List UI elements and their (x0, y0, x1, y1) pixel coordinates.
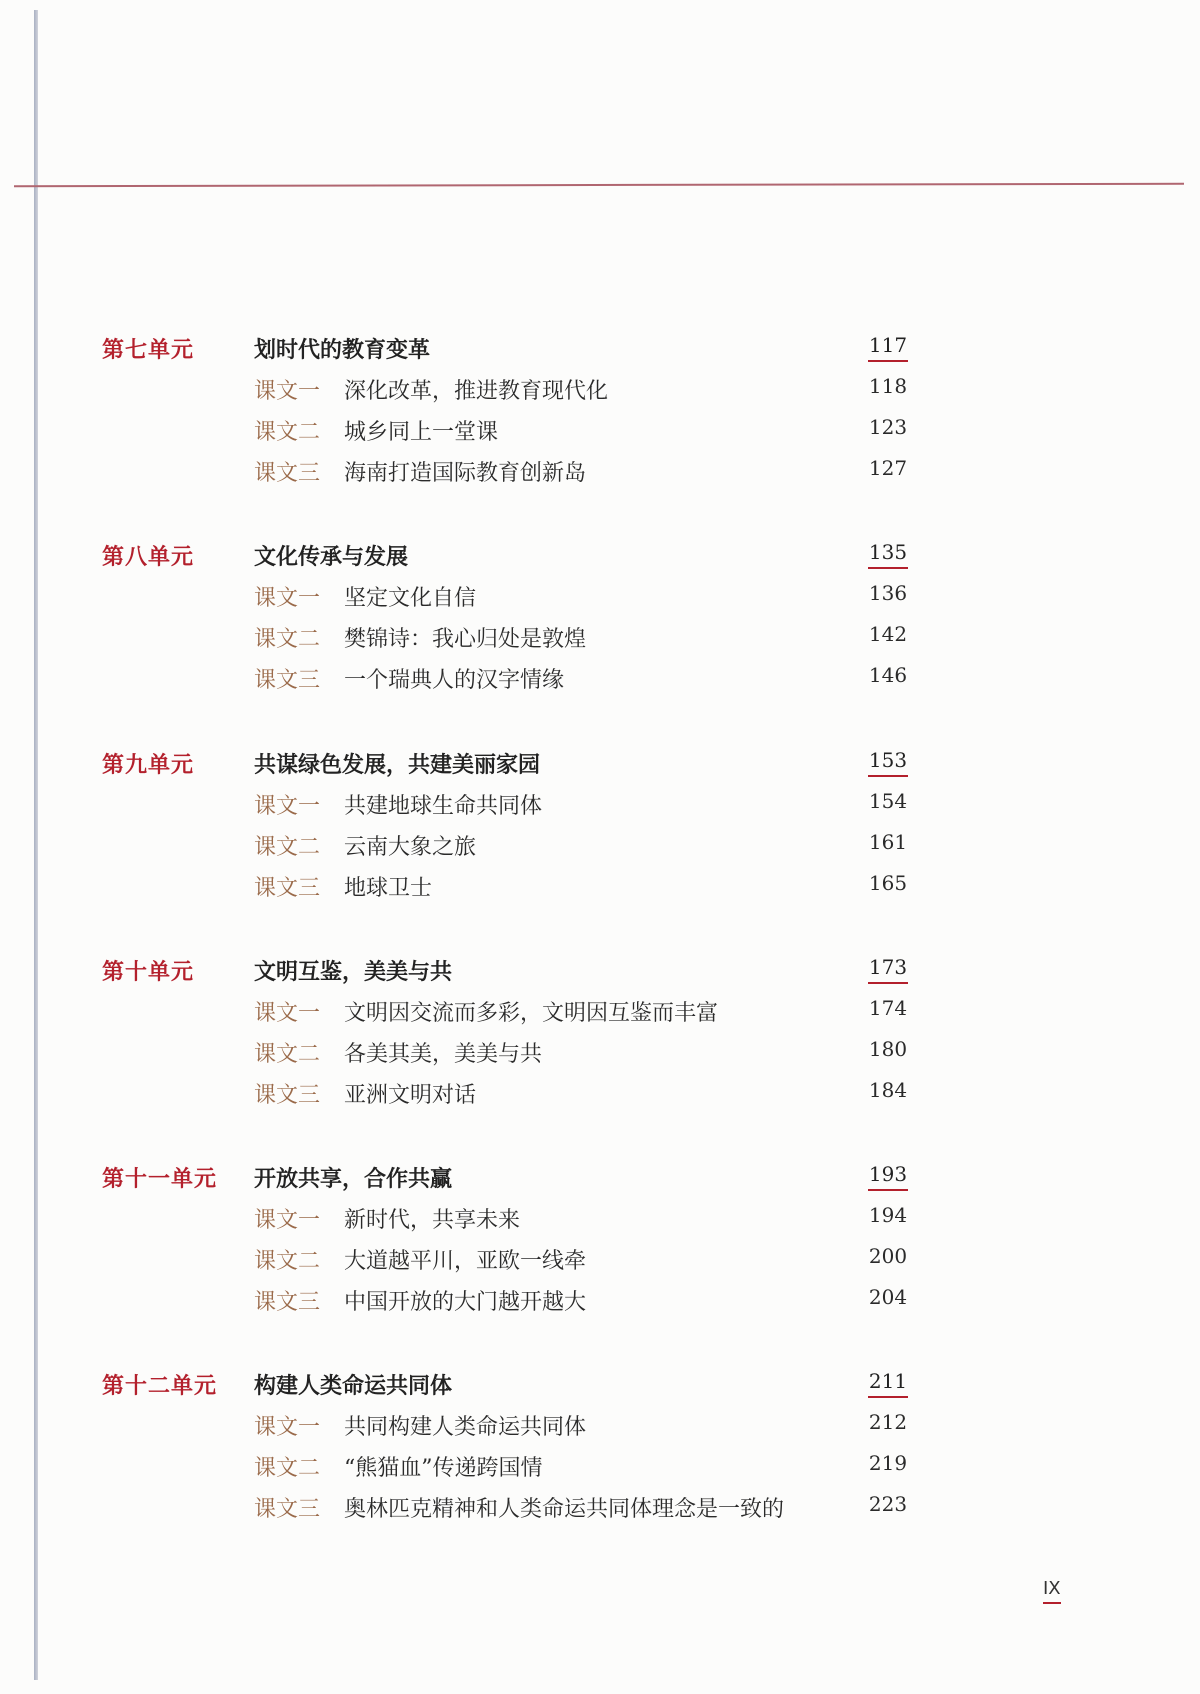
lesson-label: 课文三 (254, 876, 321, 901)
lesson-row[interactable] (0, 1285, 1200, 1319)
unit-page-number: 211 (868, 1369, 908, 1393)
lesson-label: 课文一 (254, 794, 321, 819)
lesson-title: 地球卫士 (344, 876, 433, 901)
unit-label: 第九单元 (102, 752, 195, 778)
lesson-title: 坚定文化自信 (344, 586, 477, 611)
lesson-label: 课文一 (254, 379, 321, 404)
lesson-row[interactable] (0, 996, 1200, 1030)
lesson-row[interactable] (0, 581, 1200, 615)
unit-page-number: 153 (868, 748, 908, 772)
lesson-label: 课文二 (254, 835, 321, 860)
header-rule (14, 183, 1184, 187)
unit-label: 第十单元 (102, 959, 195, 985)
lesson-row[interactable] (0, 1410, 1200, 1444)
unit-title[interactable]: 文化传承与发展 (254, 544, 409, 570)
lesson-row[interactable] (0, 1451, 1200, 1485)
lesson-label: 课文二 (254, 627, 321, 652)
lesson-row[interactable] (0, 871, 1200, 905)
lesson-title: 奥林匹克精神和人类命运共同体理念是一致的 (344, 1497, 785, 1522)
lesson-page-number: 194 (868, 1203, 908, 1227)
lesson-row[interactable] (0, 622, 1200, 656)
lesson-row[interactable] (0, 789, 1200, 823)
lesson-label: 课文三 (254, 1290, 321, 1315)
lesson-page-number: 123 (868, 415, 908, 439)
unit-label: 第十一单元 (102, 1166, 218, 1192)
unit-label: 第八单元 (102, 544, 195, 570)
lesson-page-number: 180 (868, 1037, 908, 1061)
lesson-row[interactable] (0, 415, 1200, 449)
unit-page-number: 173 (868, 955, 908, 979)
lesson-title: 城乡同上一堂课 (344, 420, 499, 445)
unit-title[interactable]: 划时代的教育变革 (254, 337, 431, 363)
page-number: IX (1043, 1578, 1061, 1599)
lesson-title: 樊锦诗：我心归处是敦煌 (344, 627, 587, 652)
lesson-label: 课文一 (254, 1001, 321, 1026)
lesson-label: 课文三 (254, 461, 321, 486)
lesson-row[interactable] (0, 1244, 1200, 1278)
lesson-label: 课文三 (254, 1497, 321, 1522)
lesson-page-number: 136 (868, 581, 908, 605)
lesson-page-number: 184 (868, 1078, 908, 1102)
lesson-title: 文明因交流而多彩，文明因互鉴而丰富 (344, 1001, 719, 1026)
lesson-page-number: 219 (868, 1451, 908, 1475)
lesson-label: 课文三 (254, 1083, 321, 1108)
lesson-row[interactable] (0, 1203, 1200, 1237)
lesson-row[interactable] (0, 1492, 1200, 1526)
lesson-page-number: 127 (868, 456, 908, 480)
unit-title[interactable]: 共谋绿色发展，共建美丽家园 (254, 752, 541, 778)
lesson-label: 课文二 (254, 1249, 321, 1274)
lesson-row[interactable] (0, 1078, 1200, 1112)
lesson-label: 课文二 (254, 1456, 321, 1481)
lesson-page-number: 146 (868, 663, 908, 687)
lesson-page-number: 118 (868, 374, 908, 398)
lesson-row[interactable] (0, 456, 1200, 490)
lesson-label: 课文二 (254, 1042, 321, 1067)
lesson-title: 新时代，共享未来 (344, 1208, 521, 1233)
lesson-label: 课文二 (254, 420, 321, 445)
lesson-title: 深化改革，推进教育现代化 (344, 379, 609, 404)
lesson-page-number: 212 (868, 1410, 908, 1434)
unit-title[interactable]: 构建人类命运共同体 (254, 1373, 453, 1399)
lesson-label: 课文一 (254, 1415, 321, 1440)
lesson-title: 各美其美，美美与共 (344, 1042, 543, 1067)
lesson-title: 大道越平川，亚欧一线牵 (344, 1249, 587, 1274)
lesson-title: 共同构建人类命运共同体 (344, 1415, 587, 1440)
lesson-page-number: 204 (868, 1285, 908, 1309)
unit-page-number: 135 (868, 540, 908, 564)
lesson-title: 云南大象之旅 (344, 835, 477, 860)
lesson-row[interactable] (0, 374, 1200, 408)
lesson-title: 一个瑞典人的汉字情缘 (344, 668, 565, 693)
lesson-title: 海南打造国际教育创新岛 (344, 461, 587, 486)
lesson-title: “熊猫血”传递跨国情 (344, 1456, 543, 1481)
lesson-label: 课文一 (254, 586, 321, 611)
unit-title[interactable]: 开放共享，合作共赢 (254, 1166, 453, 1192)
lesson-title: 中国开放的大门越开越大 (344, 1290, 587, 1315)
unit-page-number: 193 (868, 1162, 908, 1186)
lesson-row[interactable] (0, 830, 1200, 864)
lesson-page-number: 174 (868, 996, 908, 1020)
lesson-page-number: 142 (868, 622, 908, 646)
lesson-page-number: 165 (868, 871, 908, 895)
unit-label: 第七单元 (102, 337, 195, 363)
lesson-title: 亚洲文明对话 (344, 1083, 477, 1108)
unit-label: 第十二单元 (102, 1373, 218, 1399)
lesson-label: 课文三 (254, 668, 321, 693)
lesson-page-number: 223 (868, 1492, 908, 1516)
lesson-label: 课文一 (254, 1208, 321, 1233)
lesson-row[interactable] (0, 1037, 1200, 1071)
lesson-row[interactable] (0, 663, 1200, 697)
unit-title[interactable]: 文明互鉴，美美与共 (254, 959, 453, 985)
unit-page-number: 117 (868, 333, 908, 357)
lesson-page-number: 200 (868, 1244, 908, 1268)
lesson-page-number: 161 (868, 830, 908, 854)
lesson-page-number: 154 (868, 789, 908, 813)
lesson-title: 共建地球生命共同体 (344, 794, 543, 819)
